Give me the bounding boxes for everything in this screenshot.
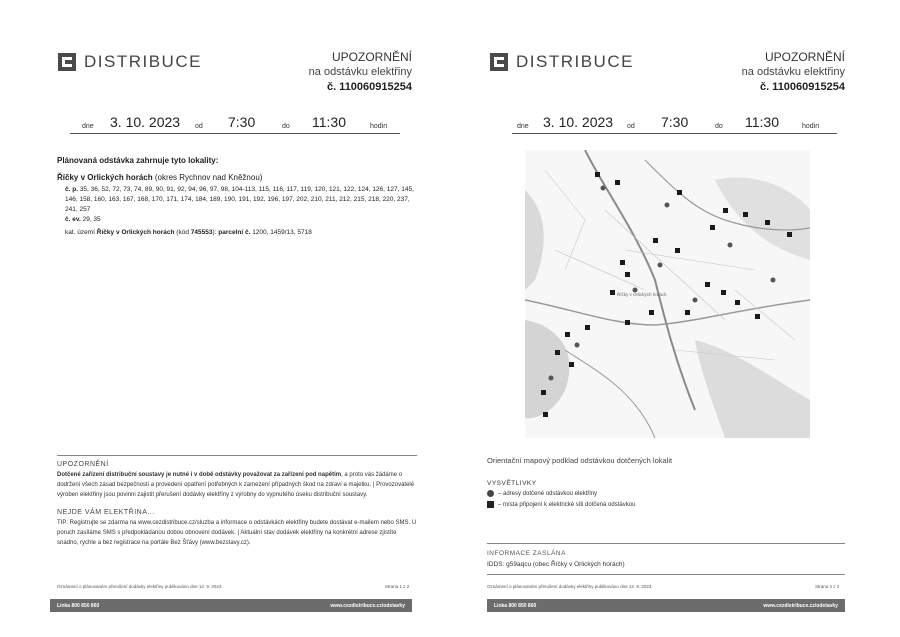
hodin-label: hodin xyxy=(370,123,388,130)
divider xyxy=(487,574,845,575)
warning-text: Dotčené zařízení distribuční soustavy je nutné i v době odstávky považovat za zařízení pod napětím, a proto vás žádáme o dodržení všech zásad bezpečnosti a provedení opatření potřebných k zamezení případných škod na zdraví a majetku. | Provozovatelé výroben elektřiny jsou povinni zajistit přerušení dodávky elektřiny z výrobny do vypnutého úseku distribuční soustavy. xyxy=(57,472,415,498)
dne-label: dne xyxy=(82,123,94,130)
hodin-label: hodin xyxy=(802,123,820,130)
locality-name: Říčky v Orlických horách (okres Rychnov nad Kněžnou) xyxy=(57,173,263,182)
localities-heading: Plánovaná odstávka zahrnuje tyto lokality: xyxy=(57,156,219,165)
map-place-label: Říčky v Orlických horách xyxy=(617,292,667,297)
dne-label: dne xyxy=(517,123,529,130)
notice-header xyxy=(309,50,412,95)
time-to: 11:30 xyxy=(312,114,346,130)
news-text: TIP: Registrujte se zdarma na www.cezdistribuce.cz/sluzba a informace o odstávkách elektřiny budete dostávat e-mailem nebo SMS. U poruch zasíláme SMS s předpokládanou dobou obnovení dodávek. | Aktuální stav dodávek elektřiny na konkrétní adrese zjistíte snadno, rychle a bez registrace na portále Bez Šťávy (www.bezstavy.cz). xyxy=(57,520,417,546)
do-label: do xyxy=(282,123,290,130)
od-label: od xyxy=(195,123,203,130)
legend xyxy=(487,478,635,511)
footer-bar xyxy=(487,599,845,612)
brand-name: DISTRIBUCE xyxy=(84,52,202,71)
info-title: INFORMACE ZASLÁNA xyxy=(487,550,566,557)
evidence-numbers: č. ev. 29, 35 xyxy=(65,216,101,223)
legend-address: – adresy dotčené odstávkou elektřiny xyxy=(487,489,635,500)
page-number: Strana 1 z 2 xyxy=(385,584,410,589)
legend-connection: – místa připojení k elektrické síti dotčená odstávkou xyxy=(487,500,635,511)
publish-note: Oznámení o plánovaném přerušení dodávky elektřiny publikováno dne 12. 9. 2023. xyxy=(57,584,223,589)
notice-header xyxy=(742,50,845,95)
hotline: Linka 800 850 860 xyxy=(494,602,537,609)
news-title: NEJDE VÁM ELEKTŘINA... xyxy=(57,509,155,516)
logo xyxy=(58,52,202,72)
outage-date: 3. 10. 2023 xyxy=(110,114,181,130)
notice-number: č. 110060915254 xyxy=(759,81,845,93)
info-block xyxy=(487,548,625,570)
website-link[interactable]: www.cezdistribuce.cz/odstavky xyxy=(763,602,838,609)
map-svg xyxy=(525,150,810,438)
connection-square-icon xyxy=(487,501,494,508)
time-from: 7:30 xyxy=(661,114,689,130)
do-label: do xyxy=(715,123,723,130)
brand-name: DISTRIBUCE xyxy=(516,52,634,71)
warning-block xyxy=(57,460,417,548)
notice-title: UPOZORNĚNÍ xyxy=(764,50,845,64)
info-text: IDDS: g59aqcu (obec Říčky v Orlických horách) xyxy=(487,561,625,568)
outage-map[interactable] xyxy=(525,150,810,438)
page-number: Strana 2 z 2 xyxy=(815,584,840,589)
website-link[interactable]: www.cezdistribuce.cz/odstavky xyxy=(330,602,405,609)
divider xyxy=(57,455,417,456)
notice-page-2 xyxy=(450,0,900,637)
notice-subtitle: na odstávku elektřiny xyxy=(308,66,412,78)
warning-title: UPOZORNĚNÍ xyxy=(57,461,109,468)
footer-bar xyxy=(50,599,412,612)
legend-title: VYSVĚTLIVKY xyxy=(487,480,537,487)
publish-note: Oznámení o plánovaném přerušení dodávky elektřiny publikováno dne 12. 9. 2023. xyxy=(487,584,653,589)
date-line xyxy=(70,113,400,134)
house-numbers: č. p. 35, 36, 52, 72, 73, 74, 89, 90, 91, 92, 94, 96, 97, 98, 104-113, 115, 116, 117, 119, 120, 121, 122, 124, 126, 127, 145, 146, 158, 160, 163, 167, 168, 170, 171, 174, 184, 189, 190, 191, 192, 196, 197, 202, 210, 211, 212, 215, 218, 220, 237, 241, 257 xyxy=(65,186,414,213)
cez-logo-icon xyxy=(58,53,76,71)
cadastral-area: kat. území Říčky v Orlických horách (kód 745553): parcelní č. 1200, 1459/13, 5718 xyxy=(65,229,312,236)
outage-date: 3. 10. 2023 xyxy=(543,114,614,130)
cez-logo-icon xyxy=(490,53,508,71)
logo xyxy=(490,52,634,72)
notice-number: č. 110060915254 xyxy=(326,81,412,93)
localities-block xyxy=(57,156,417,238)
notice-subtitle: na odstávku elektřiny xyxy=(741,66,845,78)
divider xyxy=(487,543,845,544)
time-from: 7:30 xyxy=(228,114,256,130)
od-label: od xyxy=(627,123,635,130)
address-dot-icon xyxy=(487,490,494,497)
date-line xyxy=(512,113,837,134)
map-caption: Orientační mapový podklad odstávkou dotčených lokalit xyxy=(487,456,673,465)
hotline: Linka 800 850 860 xyxy=(57,602,100,609)
time-to: 11:30 xyxy=(745,114,779,130)
notice-title: UPOZORNĚNÍ xyxy=(331,50,412,64)
